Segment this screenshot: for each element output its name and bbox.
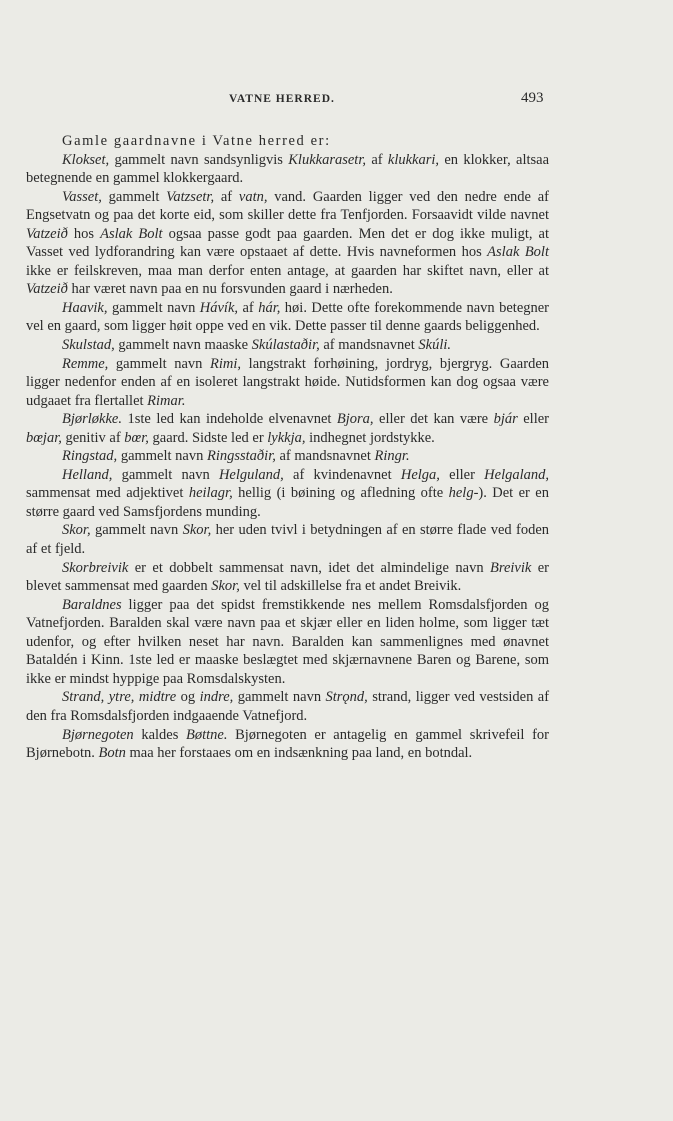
italic-term: Strand, — [62, 689, 105, 706]
italic-term: Strǫnd, — [325, 689, 368, 706]
place-name-entry — [26, 596, 549, 689]
text-run: gammelt navn — [108, 355, 211, 372]
italic-term: Helland, — [62, 466, 113, 483]
italic-term: Skor, — [182, 522, 212, 539]
italic-term: Klokset, — [62, 151, 110, 168]
text-run: høi. Dette ofte forekommende navn betegner vel en gaard, som ligger høit oppe ved en vik. Dette passer til denne gaards beliggenhed. — [26, 299, 550, 335]
italic-term: Vasset, — [62, 188, 102, 205]
italic-term: Skulstad, — [62, 337, 115, 354]
italic-term: Aslak Bolt — [487, 244, 549, 261]
italic-term: Vatzeið — [26, 281, 68, 298]
text-run: indhegnet jordstykke. — [305, 429, 435, 446]
text-run: gammelt navn — [112, 466, 219, 483]
text-run: ogsaa passe godt paa gaarden. Men det er dog ikke muligt, at Vasset ved lydforandring kan være opstaaet af dette. Hvis navneformen hos — [26, 225, 549, 261]
text-run: er blevet sammensat med gaarden — [26, 559, 550, 595]
place-name-entry — [26, 410, 549, 447]
text-run: langstrakt forhøining, jordryg, bjergryg. Gaarden ligger nedenfor enden af en isoleret langstrakt høide. Nutidsformen kan dog ogsaa være udgaaet fra flertallet — [26, 355, 550, 409]
text-run: vel til adskillelse fra et andet Breivik. — [239, 578, 462, 595]
place-name-entry — [26, 188, 549, 299]
italic-term: Skorbreivik — [62, 559, 129, 576]
text-run: af mandsnavnet — [275, 448, 375, 465]
italic-term: Helga, — [400, 466, 440, 483]
text-run: gammelt navn maaske — [114, 337, 252, 354]
text-run: kaldes — [133, 726, 186, 743]
italic-term: Remme, — [62, 355, 109, 372]
text-run: ). Det er en større gaard ved Samsfjordens munding. — [26, 485, 549, 520]
text-run: og — [176, 689, 200, 706]
italic-term: Klukkarasetr, — [288, 151, 366, 168]
italic-term: vatn, — [238, 188, 268, 205]
text-run: vand. Gaarden ligger ved den nedre ende af Engsetvatn og paa det korte eid, som skiller dette fra Tenfjorden. Forsaavidt vilde navnet — [26, 188, 550, 224]
entry-list — [26, 151, 549, 763]
text-run: genitiv af — [61, 429, 125, 446]
italic-term: lykkja, — [267, 429, 306, 446]
italic-term: Bjørnegoten — [62, 726, 134, 743]
italic-term: helg- — [448, 485, 479, 502]
italic-term: Rimi, — [210, 355, 242, 372]
text-run: gammelt — [101, 188, 167, 205]
italic-term: Skor, — [211, 578, 240, 595]
italic-term: Helgaland, — [484, 466, 549, 483]
italic-term: Aslak Bolt — [100, 225, 163, 242]
text-run: gammelt navn — [90, 522, 183, 539]
page-header — [0, 90, 673, 113]
italic-term: indre, — [199, 689, 234, 706]
place-name-entry — [26, 447, 549, 466]
italic-term: Ringr. — [374, 448, 410, 465]
text-run: gammelt navn — [233, 689, 326, 706]
italic-term: Rimar. — [147, 392, 186, 409]
page-number: 493 — [521, 90, 544, 106]
text-run: eller — [439, 466, 485, 483]
text-run: gammelt navn sandsynligvis — [109, 151, 289, 168]
italic-term: Ringstad, — [62, 448, 118, 465]
text-run: her uden tvivl i betydningen af en større flade ved foden af et fjeld. — [26, 522, 550, 558]
text-run: gaard. Sidste led er — [148, 429, 268, 446]
text-run: har været navn paa en nu forsvunden gaard i nærheden. — [67, 281, 393, 298]
italic-term: Vatzeið — [26, 225, 68, 242]
italic-term: heilagr, — [188, 485, 233, 502]
italic-term: Skúli. — [418, 337, 452, 354]
text-run: maa her forstaaes om en indsænkning paa land, en botndal. — [125, 745, 473, 762]
running-title: VATNE HERRED. — [229, 93, 335, 105]
italic-term: Botn — [98, 745, 126, 762]
italic-term: Bjørløkke. — [62, 411, 122, 428]
italic-term: hár, — [258, 299, 281, 316]
italic-term: Breivik — [490, 559, 532, 576]
place-name-entry — [26, 521, 549, 558]
italic-term: bœjar, — [26, 429, 62, 446]
place-name-entry — [26, 151, 549, 188]
text-run: 1ste led kan indeholde elvenavnet — [122, 411, 337, 428]
text-run: af — [366, 151, 388, 168]
text-run: af — [214, 188, 239, 205]
italic-term: Ringsstaðir, — [206, 448, 276, 465]
text-run: er et dobbelt sammensat navn, idet det almindelige navn — [128, 559, 490, 576]
text-run: gammelt navn — [117, 448, 207, 465]
italic-term: bjár — [493, 411, 518, 428]
text-run: hellig (i bøining og afledning ofte — [232, 485, 449, 502]
text-run: af kvindenavnet — [283, 466, 401, 483]
body-text — [26, 132, 549, 763]
text-run: hos — [67, 225, 101, 242]
text-run: ligger paa det spidst fremstikkende nes mellem Romsdalsfjorden og Vatnefjorden. Baralden skal være navn paa et skjær eller en liden holme, som ligger tæt udenfor, og efter hvilken neset har navn. Baralden kan sammenlignes med ønavnet Bataldén i Kinn. 1ste led er maaske beslægtet med skjærnavnene Baren og Barene, som ikke er mindst hyppige paa Romsdalskysten. — [26, 596, 549, 687]
italic-term: Bjora, — [336, 411, 374, 428]
italic-term: Vatzsetr, — [166, 188, 215, 205]
text-run: ikke er feilskreven, maa man derfor enten antage, at gaarden har skiftet navn, eller at — [26, 262, 549, 279]
place-name-entry — [26, 355, 549, 411]
italic-term: Helguland, — [218, 466, 284, 483]
text-run: af mandsnavnet — [319, 337, 419, 354]
italic-term: Skúlastaðir, — [251, 337, 320, 354]
italic-term: Baraldnes — [62, 596, 122, 613]
text-run: eller det kan være — [373, 411, 494, 428]
intro-line: Gamle gaardnavne i Vatne herred er: — [62, 133, 331, 149]
text-run: Bjørnegoten er antagelig en gammel skrivefeil for Bjørnebotn. — [26, 726, 549, 762]
text-run: gammelt navn — [107, 299, 200, 316]
place-name-entry — [26, 688, 549, 725]
place-name-entry — [26, 559, 549, 596]
italic-term: ytre, — [108, 689, 135, 706]
italic-term: Bøttne. — [185, 726, 228, 743]
place-name-entry — [26, 299, 549, 336]
italic-term: Hávík, — [199, 299, 239, 316]
text-run: af — [238, 299, 259, 316]
italic-term: klukkari, — [387, 151, 440, 168]
italic-term: bœr, — [124, 429, 149, 446]
place-name-entry — [26, 726, 549, 763]
text-run: en klokker, altsaa betegnende en gammel klokkergaard. — [26, 151, 550, 187]
italic-term: Haavik, — [62, 299, 108, 316]
text-run: sammensat med adjektivet — [26, 485, 189, 502]
italic-term: midtre — [138, 689, 177, 706]
place-name-entry — [26, 466, 549, 522]
text-run: eller — [517, 411, 549, 428]
italic-term: Skor, — [62, 522, 91, 539]
place-name-entry — [26, 336, 549, 355]
text-run: strand, ligger ved vestsiden af den fra Romsdalsfjorden indgaaende Vatnefjord. — [26, 689, 550, 724]
